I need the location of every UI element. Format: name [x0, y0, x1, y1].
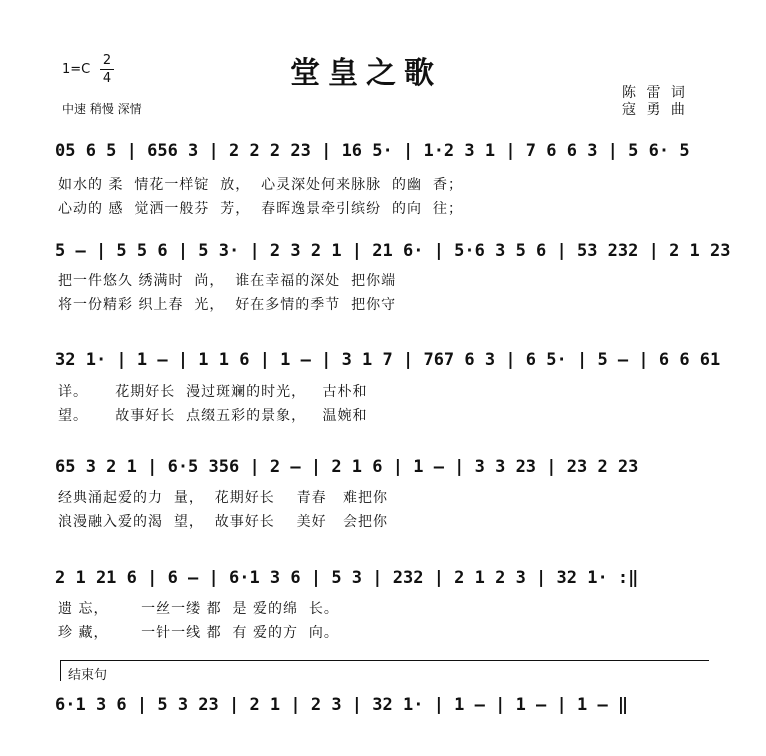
notation-line: 5 – | 5 5 6 | 5 3· | 2 3 2 1 | 21 6· | 5·6 3 5 6 | 53 232 | 2 1 23 [55, 241, 731, 261]
notation-line: 65 3 2 1 | 6·5 356 | 2 – | 2 1 6 | 1 – | 3 3 23 | 23 2 23 [55, 457, 639, 477]
notation-line: 32 1· | 1 – | 1 1 6 | 1 – | 3 1 7 | 767 6 3 | 6 5· | 5 – | 6 6 61 [55, 350, 721, 370]
lyric-line: 把一件悠久 绣满时 尚， 谁在幸福的深处 把你端 [58, 273, 397, 289]
key-signature: 1=C [62, 62, 91, 77]
lyricist-credit: 陈 雷 词 [622, 85, 688, 101]
lyric-line: 经典涌起爱的力 量， 花期好长 青春 难把你 [58, 490, 388, 506]
lyric-line: 珍 藏， 一针一线 都 有 爱的方 向。 [58, 625, 339, 641]
lyric-line: 望。 故事好长 点缀五彩的景象， 温婉和 [58, 408, 368, 424]
notation-line: 6·1 3 6 | 5 3 23 | 2 1 | 2 3 | 32 1· | 1 – | 1 – | 1 – ‖ [55, 695, 629, 715]
lyric-line: 将一份精彩 织上春 光， 好在多情的季节 把你守 [58, 297, 397, 313]
notation-line: 2 1 21 6 | 6 – | 6·1 3 6 | 5 3 | 232 | 2 1 2 3 | 32 1· :‖ [55, 568, 639, 588]
coda-label: 结束句 [68, 668, 108, 683]
coda-bracket [60, 660, 709, 681]
lyric-line: 浪漫融入爱的渴 望， 故事好长 美好 会把你 [58, 514, 388, 530]
tempo-marking: 中速 稍慢 深情 [62, 102, 142, 116]
time-numerator: 2 [100, 52, 114, 70]
lyric-line: 如水的 柔 情花一样锭 放， 心灵深处何来脉脉 的幽 香； [58, 177, 463, 193]
lyric-line: 详。 花期好长 漫过斑斓的时光， 古朴和 [58, 384, 368, 400]
composer-credit: 寇 勇 曲 [622, 102, 688, 118]
notation-line: 05 6 5 | 656 3 | 2 2 2 23 | 16 5· | 1·2 3 1 | 7 6 6 3 | 5 6· 5 [55, 141, 690, 161]
lyric-line: 遗 忘， 一丝一缕 都 是 爱的绵 长。 [58, 601, 339, 617]
time-denominator: 4 [102, 71, 112, 86]
time-signature [100, 52, 114, 87]
song-title: 堂皇之歌 [290, 56, 442, 91]
lyric-line: 心动的 感 觉洒一般芬 芳， 春晖逸景牵引缤纷 的向 往； [58, 201, 463, 217]
